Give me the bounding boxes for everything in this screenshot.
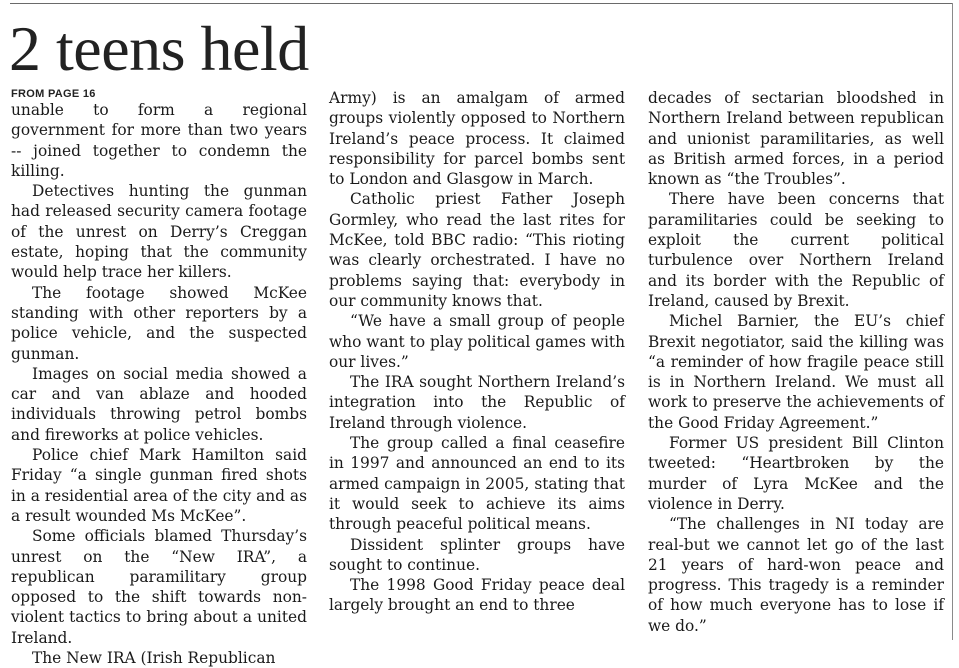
paragraph: Former US president Bill Clinton tweeted: “Heartbroken by the murder of Lyra McKee and the violence in Derry. — [648, 434, 944, 513]
paragraph: The group called a final ceasefire in 1997 and announced an end to its armed campaign in 2005, stating that it would seek to achieve its aims through peaceful political means. — [329, 434, 625, 534]
paragraph: Dissident splinter groups have sought to continue. — [329, 535, 625, 574]
paragraph: Army) is an amalgam of armed groups violently opposed to Northern Ireland’s peace process. It claimed responsibility for parcel bombs sent to London and Glasgow in March. — [329, 89, 625, 189]
paragraph: Detectives hunting the gunman had released security camera footage of the unrest on Derry’s Creggan estate, hoping that the community would help trace her killers. — [11, 182, 307, 282]
column-3 — [648, 88, 944, 636]
paragraph: Michel Barnier, the EU’s chief Brexit negotiator, said the killing was “a reminder of how fragile peace still is in Northern Ireland. We must all work to preserve the achievements of the Good Friday Agreement.” — [648, 312, 944, 432]
paragraph: Images on social media showed a car and van ablaze and hooded individuals throwing petrol bombs and fireworks at police vehicles. — [11, 364, 307, 444]
paragraph: Catholic priest Father Joseph Gormley, who read the last rites for McKee, told BBC radio: “This rioting was clearly orchestrated. I have no problems saying that: everybody in our community knows that. — [329, 190, 625, 310]
paragraph: The IRA sought Northern Ireland’s integration into the Republic of Ireland through violence. — [329, 373, 625, 432]
column-2 — [329, 88, 625, 616]
paragraph: decades of sectarian bloodshed in Northern Ireland between republican and unionist paramilitaries, as well as British armed forces, in a period known as “the Troubles”. — [648, 89, 944, 189]
paragraph: Police chief Mark Hamilton said Friday “a single gunman fired shots in a residential area of the city and as a result wounded Ms McKee”. — [11, 446, 307, 525]
paragraph: “The challenges in NI today are real-but we cannot let go of the last 21 years of hard-won peace and progress. This tragedy is a reminder of how much everyone has to lose if we do.” — [648, 515, 944, 635]
column-1 — [11, 100, 307, 668]
right-rule — [952, 3, 953, 640]
paragraph: There have been concerns that paramilitaries could be seeking to exploit the current political turbulence over Northern Ireland and its border with the Republic of Ireland, caused by Brexit. — [648, 190, 944, 310]
top-rule — [10, 3, 953, 4]
paragraph: The 1998 Good Friday peace deal largely brought an end to three — [329, 576, 625, 615]
jump-label: FROM PAGE 16 — [11, 88, 96, 100]
paragraph: unable to form a regional government for more than two years -- joined together to condemn the killing. — [11, 101, 307, 180]
paragraph: Some officials blamed Thursday’s unrest on the “New IRA”, a republican paramilitary group opposed to the shift towards non-violent tactics to bring about a united Ireland. — [11, 527, 307, 647]
headline: 2 teens held — [9, 13, 309, 84]
paragraph: The footage showed McKee standing with other reporters by a police vehicle, and the suspected gunman. — [11, 283, 307, 363]
paragraph: The New IRA (Irish Republican — [32, 649, 276, 668]
paragraph: “We have a small group of people who want to play political games with our lives.” — [329, 312, 625, 371]
